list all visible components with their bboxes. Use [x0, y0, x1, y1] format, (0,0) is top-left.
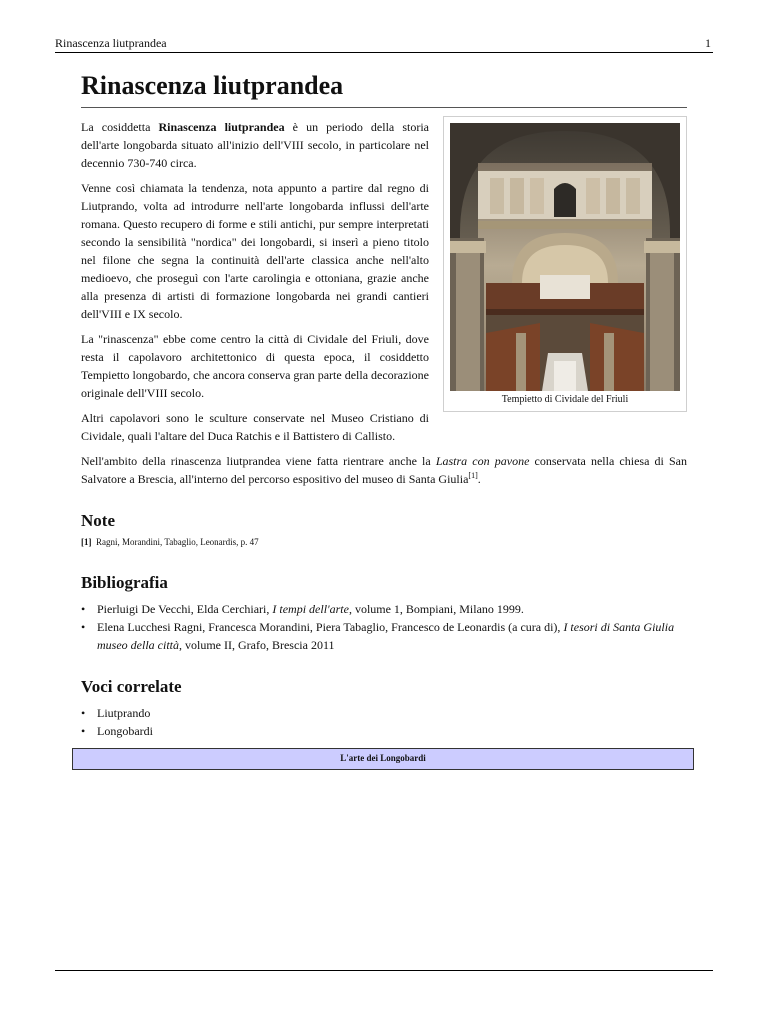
footer-rule: [55, 970, 713, 971]
paragraph-5-end: .: [477, 472, 481, 486]
related-link-longobardi[interactable]: • Longobardi: [81, 722, 687, 740]
page-title: Rinascenza liutprandea: [81, 70, 687, 108]
bibliografia-list: [81, 600, 687, 654]
intro-text-start: La cosiddetta: [81, 120, 159, 134]
reference-link[interactable]: [1]: [468, 471, 478, 480]
article-content: [81, 70, 687, 740]
figure: [443, 116, 687, 412]
paragraph-2: Venne così chiamata la tendenza, nota appunto a partire dal regno di Liutprando, volta ad introdurre nell'arte longobarda influssi dell'arte romana. Questo recupero di forme e stili antichi, pur sempre interpretati secondo la sensibilità "nordica" dei longobardi, si inserì a pieno titolo nel filone che segna la continuità dell'arte classica anche nell'alto medioevo, che proseguì con l'arte carolingia e ottoniana, grazie anche alla presenza di artisti di formazione longobarda nei grandi cantieri dell'VIII e IX secolo.: [81, 181, 429, 321]
bib-2-title: I tesori di Santa Giulia museo della città: [97, 620, 675, 652]
intro-text-end: è un periodo della storia dell'arte longobarda situato all'inizio dell'VIII secolo, in particolare nel decennio 730-740 circa.: [81, 120, 429, 170]
bib-1-authors: Pierluigi De Vecchi, Elda Cerchiari,: [97, 602, 273, 616]
note-ref[interactable]: [1]: [81, 537, 92, 547]
bib-2-details: , volume II, Grafo, Brescia 2011: [178, 638, 335, 652]
navbox: [72, 748, 694, 770]
paragraph-5-start: Nell'ambito della rinascenza liutprandea viene fatta rientrare anche la: [81, 454, 436, 468]
voci-correlate-heading: Voci correlate: [81, 677, 182, 696]
paragraph-3: La "rinascenza" ebbe come centro la città di Cividale del Friuli, dove resta il capolavoro architettonico di questa epoca, il cosiddetto Tempietto longobardo, che ancora conserva gran parte della decorazione originale dell'VIII secolo.: [81, 332, 429, 400]
bib-1-details: , volume 1, Bompiani, Milano 1999.: [348, 602, 524, 616]
intro-bold-term: Rinascenza liutprandea: [158, 120, 285, 134]
page-number: 1: [705, 36, 711, 50]
bibliografia-heading: Bibliografia: [81, 573, 168, 592]
tempietto-photo[interactable]: [450, 123, 680, 391]
navbox-title[interactable]: L'arte dei Longobardi: [340, 753, 426, 763]
note-item: [81, 536, 687, 548]
running-header: [55, 36, 713, 53]
paragraph-5: [81, 452, 687, 488]
paragraph-4: Altri capolavori sono le sculture conservate nel Museo Cristiano di Cividale, quali l'altare del Duca Ratchis e il Battistero di Callisto.: [81, 411, 429, 443]
figure-caption: Tempietto di Cividale del Friuli: [501, 394, 629, 405]
bibliografia-item: [81, 618, 687, 654]
note-text: Ragni, Morandini, Tabaglio, Leonardis, p. 47: [96, 537, 259, 547]
bib-1-title: I tempi dell'arte: [272, 602, 349, 616]
paragraph-5-middle: conservata nella chiesa di San Salvatore a Brescia, all'interno del percorso espositivo del museo di Santa Giulia: [81, 454, 688, 486]
bib-2-authors: Elena Lucchesi Ragni, Francesca Morandini, Piera Tabaglio, Francesco de Leonardis (a cura di),: [97, 620, 564, 634]
related-link-liutprando[interactable]: • Liutprando: [81, 704, 687, 722]
voci-correlate-list: [81, 704, 687, 740]
bibliografia-item: [81, 600, 687, 618]
running-title: Rinascenza liutprandea: [55, 36, 167, 50]
note-heading: Note: [81, 511, 115, 530]
lastra-link[interactable]: Lastra con pavone: [435, 454, 530, 468]
